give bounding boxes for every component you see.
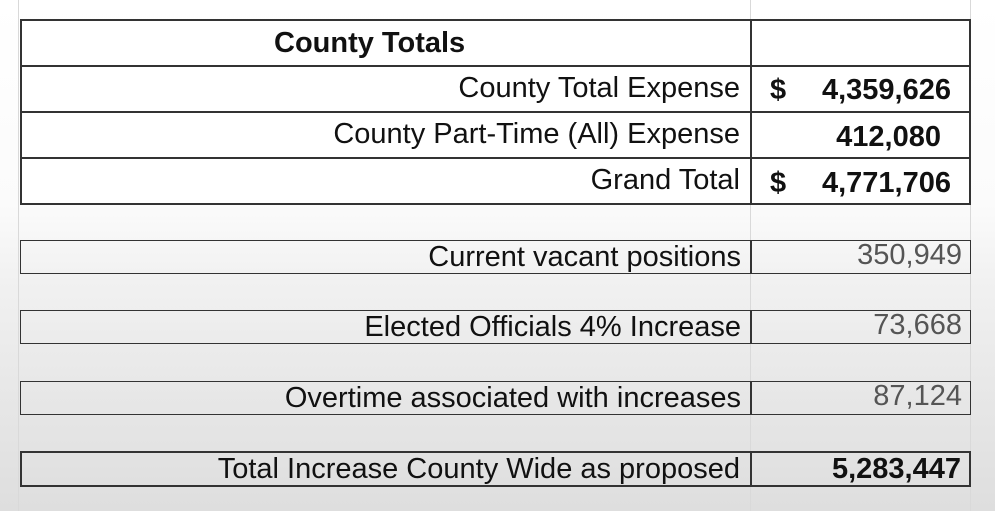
vacant-positions-value: 350,949 xyxy=(857,239,962,271)
county-part-time-expense-label: County Part-Time (All) Expense xyxy=(333,118,740,150)
total-increase-row xyxy=(20,451,971,487)
grand-total-label: Grand Total xyxy=(590,164,740,196)
county-totals-table xyxy=(20,19,971,205)
row-divider xyxy=(22,65,969,67)
column-divider xyxy=(750,453,752,485)
elected-officials-value: 73,668 xyxy=(873,309,962,341)
county-total-expense-currency: $ xyxy=(770,74,787,106)
grand-total-currency: $ xyxy=(770,167,787,199)
county-total-expense-label: County Total Expense xyxy=(458,72,740,104)
overtime-label: Overtime associated with increases xyxy=(284,382,741,414)
total-increase-label: Total Increase County Wide as proposed xyxy=(217,453,740,485)
total-increase-value: 5,283,447 xyxy=(831,453,961,485)
elected-officials-row xyxy=(20,310,971,344)
elected-officials-label: Elected Officials 4% Increase xyxy=(364,311,741,343)
column-divider xyxy=(750,382,752,414)
overtime-row xyxy=(20,381,971,415)
grand-total-value: 4,771,706 xyxy=(821,167,951,199)
column-divider xyxy=(750,311,752,343)
vacant-positions-label: Current vacant positions xyxy=(428,241,741,273)
vacant-positions-row xyxy=(20,240,971,274)
row-divider xyxy=(22,157,969,159)
county-totals-heading: County Totals xyxy=(274,27,466,59)
row-divider xyxy=(22,111,969,113)
column-divider xyxy=(750,241,752,273)
county-part-time-expense-value: 412,080 xyxy=(836,121,941,153)
grid-line xyxy=(18,0,19,511)
county-total-expense-value: 4,359,626 xyxy=(821,74,951,106)
overtime-value: 87,124 xyxy=(873,380,962,412)
